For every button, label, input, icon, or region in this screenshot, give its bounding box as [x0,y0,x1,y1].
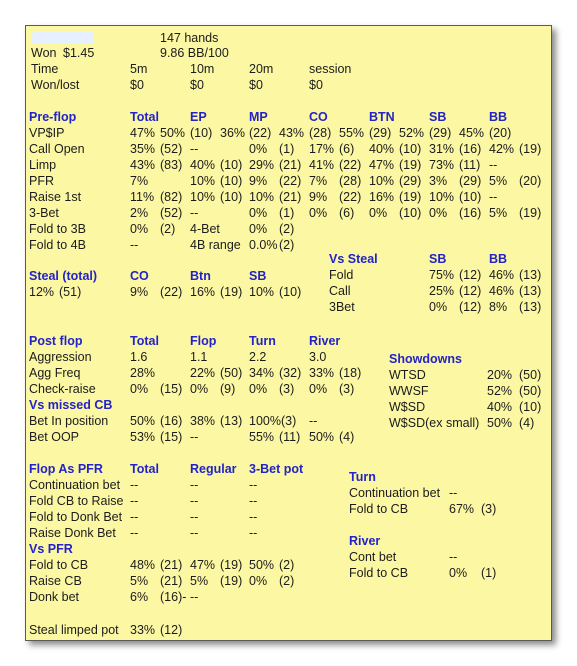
preflop-cell: 52% [399,126,425,140]
missed-cb-cell: -- [190,430,199,444]
postflop-cell: 33% [309,366,335,380]
postflop-cell: 3.0 [309,350,327,364]
postflop-row-label: Aggression [29,350,92,364]
preflop-cell: -- [489,158,498,172]
showdown-row-label: WTSD [389,368,426,382]
preflop-cell: (19) [519,206,542,220]
postflop-cell: 0% [130,382,149,396]
wonlost-val-2: $0 [249,78,263,92]
postflop-cell: 34% [249,366,275,380]
preflop-header-3: MP [249,110,268,124]
postflop-header-2: Flop [190,334,217,348]
preflop-row-label: Fold to 3B [29,222,86,236]
postflop-header-0: Post flop [29,334,83,348]
vs-steal-row-label: Call [329,284,351,298]
turn-cell: (3) [481,502,497,516]
preflop-cell: 47% [369,158,395,172]
turn-cell: 67% [449,502,475,516]
flop-pfr-header-1: Total [130,462,159,476]
showdown-row-label: WWSF [389,384,429,398]
vs-steal-cell: (12) [459,268,482,282]
preflop-cell: (83) [160,158,183,172]
wonlost-label: Won/lost [31,78,80,92]
flop-pfr-header-0: Flop As PFR [29,462,103,476]
river-cell: -- [449,550,458,564]
preflop-cell: 0% [130,222,149,236]
preflop-cell: (82) [160,190,183,204]
preflop-cell: (19) [399,158,422,172]
preflop-row-label: VP$IP [29,126,65,140]
preflop-row-label: Fold to 4B [29,238,86,252]
postflop-header-3: Turn [249,334,276,348]
preflop-cell: 41% [309,158,335,172]
showdown-cell: (50) [519,368,542,382]
showdown-cell: 52% [487,384,513,398]
preflop-header-6: SB [429,110,447,124]
vs-steal-cell: (13) [519,268,542,282]
postflop-cell: 28% [130,366,156,380]
time-col-1: 10m [190,62,215,76]
flop-pfr-cell: -- [190,478,199,492]
showdown-row-label: W$SD [389,400,426,414]
postflop-cell: (3) [279,382,295,396]
preflop-cell: 4B range [190,238,241,252]
preflop-cell: 9% [309,190,328,204]
preflop-cell: (1) [279,206,295,220]
preflop-cell: 5% [489,174,508,188]
steal-header-3: SB [249,269,267,283]
steal-cell: (51) [59,285,82,299]
showdown-cell: (50) [519,384,542,398]
wonlost-val-3: $0 [309,78,323,92]
preflop-row-label: PFR [29,174,54,188]
vs-missed-cb-header: Vs missed CB [29,398,113,412]
preflop-cell: 7% [309,174,328,188]
postflop-cell: 1.6 [130,350,148,364]
missed-cb-row-label: Bet In position [29,414,109,428]
preflop-cell: 40% [369,142,395,156]
vs-steal-cell: 46% [489,284,515,298]
flop-pfr-cell: -- [130,494,139,508]
preflop-cell: (29) [459,174,482,188]
preflop-cell: (22) [249,126,272,140]
preflop-cell: (20) [519,174,542,188]
vs-pfr-cell: 5% [130,574,149,588]
showdown-cell: (10) [519,400,542,414]
vs-pfr-cell: 48% [130,558,156,572]
preflop-cell: (19) [399,190,422,204]
showdown-cell: 20% [487,368,513,382]
vs-pfr-cell: (19) [220,558,243,572]
flop-pfr-row-label: Raise Donk Bet [29,526,116,540]
postflop-row-label: Check-raise [29,382,96,396]
preflop-cell: (10) [190,126,213,140]
preflop-row-label: 3-Bet [29,206,59,220]
preflop-cell: -- [489,190,498,204]
flop-pfr-cell: -- [249,478,258,492]
preflop-cell: 35% [130,142,156,156]
vs-steal-header-1: SB [429,252,447,266]
preflop-cell: (10) [220,174,243,188]
showdown-cell: 40% [487,400,513,414]
vs-pfr-cell: 5% [190,574,209,588]
preflop-cell: 5% [489,206,508,220]
postflop-cell: 0% [190,382,209,396]
missed-cb-row-label: Bet OOP [29,430,80,444]
vs-pfr-cell: (21) [160,574,183,588]
vs-pfr-cell: -- [190,590,199,604]
preflop-cell: 10% [429,190,455,204]
preflop-cell: (16) [459,206,482,220]
preflop-cell: 10% [369,174,395,188]
preflop-row-label: Raise 1st [29,190,82,204]
preflop-cell: 2% [130,206,149,220]
preflop-header-1: Total [130,110,159,124]
vs-pfr-cell: 0% [249,574,268,588]
preflop-cell: -- [190,142,199,156]
preflop-cell: 10% [190,190,216,204]
preflop-cell: (20) [489,126,512,140]
preflop-cell: (2) [279,238,295,252]
vs-steal-row-label: Fold [329,268,354,282]
vs-steal-cell: (12) [459,284,482,298]
preflop-cell: (16) [459,142,482,156]
flop-pfr-cell: -- [130,510,139,524]
preflop-cell: (6) [339,142,355,156]
preflop-cell: (21) [279,158,302,172]
preflop-cell: 0% [249,142,268,156]
vs-pfr-header: Vs PFR [29,542,73,556]
showdown-row-label: W$SD(ex small) [389,416,480,430]
preflop-cell: (2) [160,222,176,236]
preflop-cell: (28) [309,126,332,140]
preflop-cell: 73% [429,158,455,172]
steal-cell: 16% [190,285,216,299]
preflop-cell: -- [130,238,139,252]
time-col-0: 5m [130,62,148,76]
steal-limped-label: Steal limped pot [29,623,119,637]
vs-pfr-row-label: Raise CB [29,574,82,588]
vs-pfr-cell: (21) [160,558,183,572]
preflop-cell: 55% [339,126,365,140]
preflop-cell: 29% [249,158,275,172]
preflop-cell: 0.0% [249,238,278,252]
vs-steal-row-label: 3Bet [329,300,355,314]
preflop-cell: 0% [249,206,268,220]
steal-cell: (19) [220,285,243,299]
turn-row-label: Fold to CB [349,502,409,516]
preflop-cell: 0% [309,206,328,220]
preflop-cell: (6) [339,206,355,220]
river-row-label: Cont bet [349,550,397,564]
preflop-cell: 10% [190,174,216,188]
preflop-cell: (10) [459,190,482,204]
won-label: Won [31,46,57,60]
flop-pfr-cell: -- [249,494,258,508]
showdown-cell: 50% [487,416,513,430]
preflop-header-7: BB [489,110,508,124]
preflop-header-0: Pre-flop [29,110,77,124]
flop-pfr-cell: -- [130,478,139,492]
postflop-cell: (3) [339,382,355,396]
time-label: Time [31,62,59,76]
preflop-cell: 7% [130,174,149,188]
missed-cb-cell: 50% [309,430,335,444]
missed-cb-cell: 53% [130,430,156,444]
preflop-cell: 47% [130,126,156,140]
postflop-header-1: Total [130,334,159,348]
preflop-cell: (19) [519,142,542,156]
steal-cell: (22) [160,285,183,299]
vs-steal-cell: (13) [519,300,542,314]
vs-steal-cell: 75% [429,268,455,282]
preflop-cell: 45% [459,126,485,140]
vs-steal-cell: 25% [429,284,455,298]
preflop-cell: (22) [339,190,362,204]
showdowns-header: Showdowns [389,352,462,366]
postflop-cell: 0% [309,382,328,396]
preflop-cell: (10) [220,190,243,204]
postflop-header-4: River [309,334,341,348]
preflop-cell: (21) [279,190,302,204]
flop-pfr-cell: -- [249,510,258,524]
vs-steal-header-0: Vs Steal [329,252,378,266]
missed-cb-cell: (4) [339,430,355,444]
preflop-cell: 16% [369,190,395,204]
missed-cb-cell: 55% [249,430,275,444]
preflop-row-label: Call Open [29,142,85,156]
preflop-row-label: Limp [29,158,57,172]
vs-pfr-cell: (19) [220,574,243,588]
preflop-cell: (52) [160,142,183,156]
preflop-cell: (52) [160,206,183,220]
river-cell: 0% [449,566,468,580]
hud-stats-panel [25,25,552,641]
vs-steal-cell: 8% [489,300,508,314]
missed-cb-cell: 50% [130,414,156,428]
vs-pfr-cell: (2) [279,574,295,588]
vs-pfr-cell: (2) [279,558,295,572]
flop-pfr-cell: -- [190,526,199,540]
steal-cell: 10% [249,285,275,299]
turn-cell: -- [449,486,458,500]
preflop-header-5: BTN [369,110,395,124]
missed-cb-cell: (15) [160,430,183,444]
missed-cb-cell: (16) [160,414,183,428]
redacted-player-name [32,32,94,44]
wonlost-val-0: $0 [130,78,144,92]
preflop-cell: (29) [399,174,422,188]
preflop-cell: 0% [249,222,268,236]
preflop-header-2: EP [190,110,207,124]
missed-cb-cell: 100%(3) [249,414,297,428]
preflop-cell: 3% [429,174,448,188]
vs-pfr-cell: 47% [190,558,216,572]
preflop-cell: 36% [220,126,246,140]
time-col-2: 20m [249,62,274,76]
preflop-cell: (22) [339,158,362,172]
postflop-cell: (18) [339,366,362,380]
preflop-cell: (29) [369,126,392,140]
river-cell: (1) [481,566,497,580]
time-col-3: session [309,62,352,76]
preflop-cell: -- [190,206,199,220]
missed-cb-cell: (13) [220,414,243,428]
postflop-cell: (50) [220,366,243,380]
flop-pfr-cell: -- [130,526,139,540]
postflop-cell: 1.1 [190,350,208,364]
vs-pfr-row-label: Fold to CB [29,558,89,572]
flop-pfr-cell: -- [190,510,199,524]
preflop-cell: 43% [130,158,156,172]
steal-cell: (10) [279,285,302,299]
preflop-cell: 17% [309,142,335,156]
vs-steal-cell: (12) [459,300,482,314]
preflop-cell: 9% [249,174,268,188]
postflop-cell: 0% [249,382,268,396]
vs-pfr-cell: 6% [130,590,149,604]
showdown-cell: (4) [519,416,535,430]
vs-steal-cell: (13) [519,284,542,298]
bb-per-100: 9.86 BB/100 [160,46,229,60]
postflop-cell: 22% [190,366,216,380]
preflop-cell: 50% [160,126,186,140]
preflop-cell: (29) [429,126,452,140]
postflop-cell: (9) [220,382,236,396]
preflop-cell: (2) [279,222,295,236]
preflop-cell: 31% [429,142,455,156]
flop-pfr-row-label: Continuation bet [29,478,121,492]
steal-limped-count: (12) [160,623,183,637]
preflop-cell: (10) [220,158,243,172]
river-header: River [349,534,381,548]
postflop-cell: (32) [279,366,302,380]
vs-steal-header-2: BB [489,252,508,266]
postflop-row-label: Agg Freq [29,366,81,380]
preflop-cell: 0% [369,206,388,220]
missed-cb-cell: 38% [190,414,216,428]
flop-pfr-cell: -- [249,526,258,540]
vs-steal-cell: 46% [489,268,515,282]
preflop-cell: 10% [249,190,275,204]
flop-pfr-row-label: Fold to Donk Bet [29,510,123,524]
steal-header-2: Btn [190,269,211,283]
vs-pfr-row-label: Donk bet [29,590,80,604]
flop-pfr-header-3: 3-Bet pot [249,462,304,476]
missed-cb-cell: (11) [279,430,301,444]
postflop-cell: 2.2 [249,350,267,364]
preflop-cell: 4-Bet [190,222,220,236]
flop-pfr-cell: -- [190,494,199,508]
preflop-cell: (11) [459,158,481,172]
preflop-cell: (10) [399,206,422,220]
preflop-header-4: CO [309,110,328,124]
turn-header: Turn [349,470,376,484]
preflop-cell: 40% [190,158,216,172]
river-row-label: Fold to CB [349,566,409,580]
preflop-cell: (28) [339,174,362,188]
steal-header-0: Steal (total) [29,269,98,283]
vs-pfr-cell: 50% [249,558,275,572]
steal-cell: 9% [130,285,149,299]
preflop-cell: (22) [279,174,302,188]
preflop-cell: 0% [429,206,448,220]
preflop-cell: 42% [489,142,515,156]
vs-steal-cell: 0% [429,300,448,314]
postflop-cell: (15) [160,382,183,396]
flop-pfr-header-2: Regular [190,462,237,476]
steal-cell: 12% [29,285,55,299]
turn-row-label: Continuation bet [349,486,441,500]
missed-cb-cell: -- [309,414,318,428]
preflop-cell: (1) [279,142,295,156]
wonlost-val-1: $0 [190,78,204,92]
preflop-cell: (10) [399,142,422,156]
preflop-cell: 43% [279,126,305,140]
won-value: $1.45 [63,46,95,60]
flop-pfr-row-label: Fold CB to Raise [29,494,124,508]
steal-header-1: CO [130,269,149,283]
hands-count: 147 hands [160,31,219,45]
preflop-cell: 11% [130,190,155,204]
vs-pfr-cell: (16)- [160,590,187,604]
steal-limped-value: 33% [130,623,156,637]
